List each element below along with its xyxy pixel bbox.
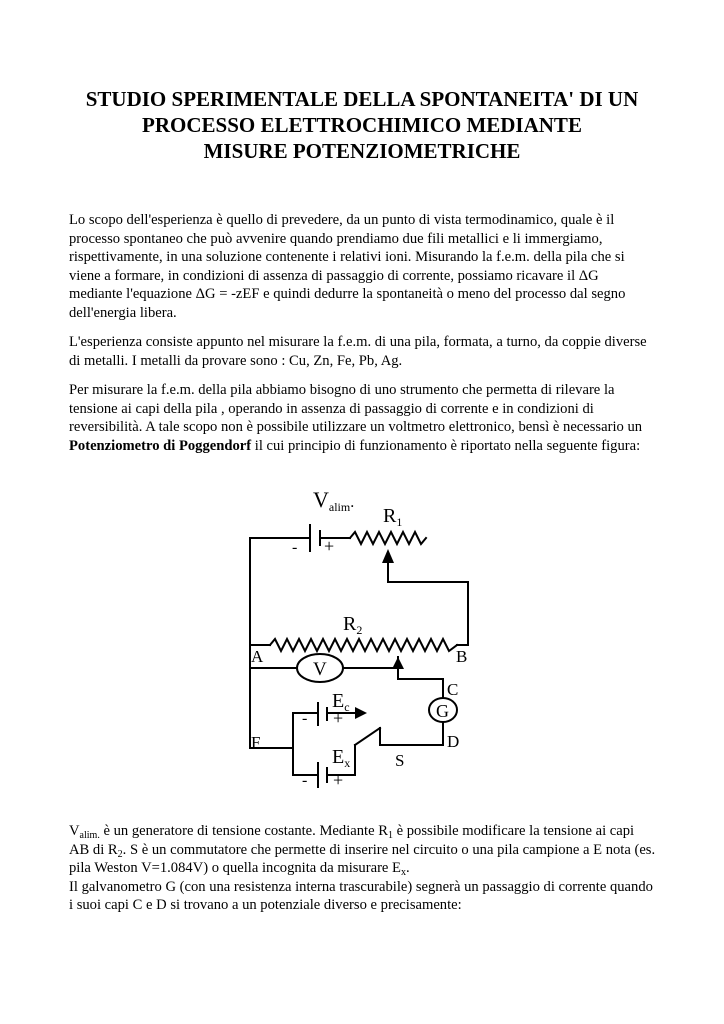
text-line: mediante l'equazione ΔG = -zEF e quindi dedurre la spontaneità o meno del processo dal segno (69, 286, 626, 302)
label-minus-ex: - (302, 772, 308, 789)
label-voltmeter: V (313, 659, 327, 680)
subscript: 1 (387, 830, 393, 841)
text-line: di metalli. I metalli da provare sono : Cu, Zn, Fe, Pb, Ag. (69, 352, 403, 369)
label-d: D (447, 732, 460, 751)
label-c: C (447, 680, 459, 699)
text-fragment: . S è un commutatore che permette di inserire nel circuito o una pila campione a E nota (es. (122, 841, 656, 858)
text-line (69, 437, 669, 456)
label-minus-ec: - (302, 710, 308, 727)
text-fragment: è possibile modificare la tensione ai capi (392, 823, 635, 839)
label-f: F (251, 733, 261, 752)
text-line: i suoi capi C e D si trovano a un potenziale diverso e precisamente: (69, 897, 462, 913)
arrow-r2-wiper (392, 657, 404, 669)
text-fragment: . (405, 860, 410, 876)
arrow-r1-wiper (382, 549, 394, 563)
text-line: Lo scopo dell'esperienza è quello di prevedere, da un punto di vista termodinamico, quale è il (69, 212, 615, 228)
subscript: alim. (79, 830, 100, 841)
arrow-switch (355, 707, 367, 719)
bold-term: Potenziometro di Poggendorf (69, 437, 252, 454)
label-ec: $E_c$ (332, 690, 350, 714)
text-line: reversibilità. A tale scopo non è possibile utilizzare un voltmetro elettronico, bensì è necessario un (69, 419, 643, 435)
resistor-r1 (350, 532, 426, 544)
text-fragment: AB di R (69, 841, 118, 858)
text-line (69, 859, 669, 878)
text-fragment: il cui principio di funzionamento è riportato nella seguente figura: (251, 437, 641, 454)
text-line: rispettivamente, in una soluzione contenente i relativi ioni. Misurando la f.e.m. della pila che si (69, 249, 625, 265)
paragraph-scope (69, 211, 669, 322)
text-line: L'esperienza consiste appunto nel misurare la f.e.m. di una pila, formata, a turno, da coppie diverse (69, 334, 647, 350)
text-line (69, 822, 669, 841)
label-s: S (395, 751, 405, 770)
label-r2: $R_2$ (343, 613, 363, 637)
label-plus-valim: + (324, 536, 335, 556)
text-fragment: è un generatore di tensione costante. Mediante R (99, 823, 388, 839)
switch-s (355, 728, 380, 745)
label-a: A (251, 647, 264, 666)
label-ex: $E_x$ (332, 746, 351, 770)
text-line: tensione ai capi della pila , operando in assenza di passaggio di corrente e in condizioni di (69, 400, 594, 417)
paragraph-explanation (69, 822, 669, 915)
text-line: dell'energia libera. (69, 304, 177, 321)
label-plus-ec: + (333, 708, 344, 728)
potentiometer-circuit-figure (240, 485, 470, 810)
paragraph-method (69, 381, 669, 455)
text-line: processo spontaneo che può avvenire quando prendiamo due fili metallici e li immergiamo, (69, 230, 603, 247)
label-plus-ex: + (333, 770, 344, 790)
title-line-2: PROCESSO ELETTROCHIMICO MEDIANTE (142, 113, 582, 137)
text-fragment: pila Weston V=1.084V) o quella incognita da misurare E (69, 860, 401, 876)
paragraph-experiment (69, 333, 669, 370)
subscript: x (400, 867, 406, 878)
subscript: 2 (117, 848, 123, 860)
label-minus-valim: - (292, 539, 298, 556)
label-b: B (456, 647, 468, 666)
resistor-r2 (270, 639, 457, 651)
title-line-3: MISURE POTENZIOMETRICHE (203, 139, 521, 163)
text-line: viene a formare, in condizioni di assenza di passaggio di corrente, possiamo ricavare il ΔG (69, 267, 599, 284)
label-galvanometer: G (436, 701, 449, 721)
label-r1: $R_1$ (383, 505, 403, 529)
label-valim: Valim. (313, 487, 355, 514)
text-fragment: V (69, 823, 80, 839)
title-line-1: STUDIO SPERIMENTALE DELLA SPONTANEITA' DI UN (85, 87, 639, 111)
text-line: Per misurare la f.e.m. della pila abbiamo bisogno di uno strumento che permetta di rilevare la (69, 382, 615, 398)
document-title (40, 86, 684, 164)
text-line: Il galvanometro G (con una resistenza interna trascurabile) segnerà un passaggio di corrente quando (69, 878, 653, 895)
text-line (69, 841, 669, 860)
circuit-diagram (240, 485, 470, 805)
